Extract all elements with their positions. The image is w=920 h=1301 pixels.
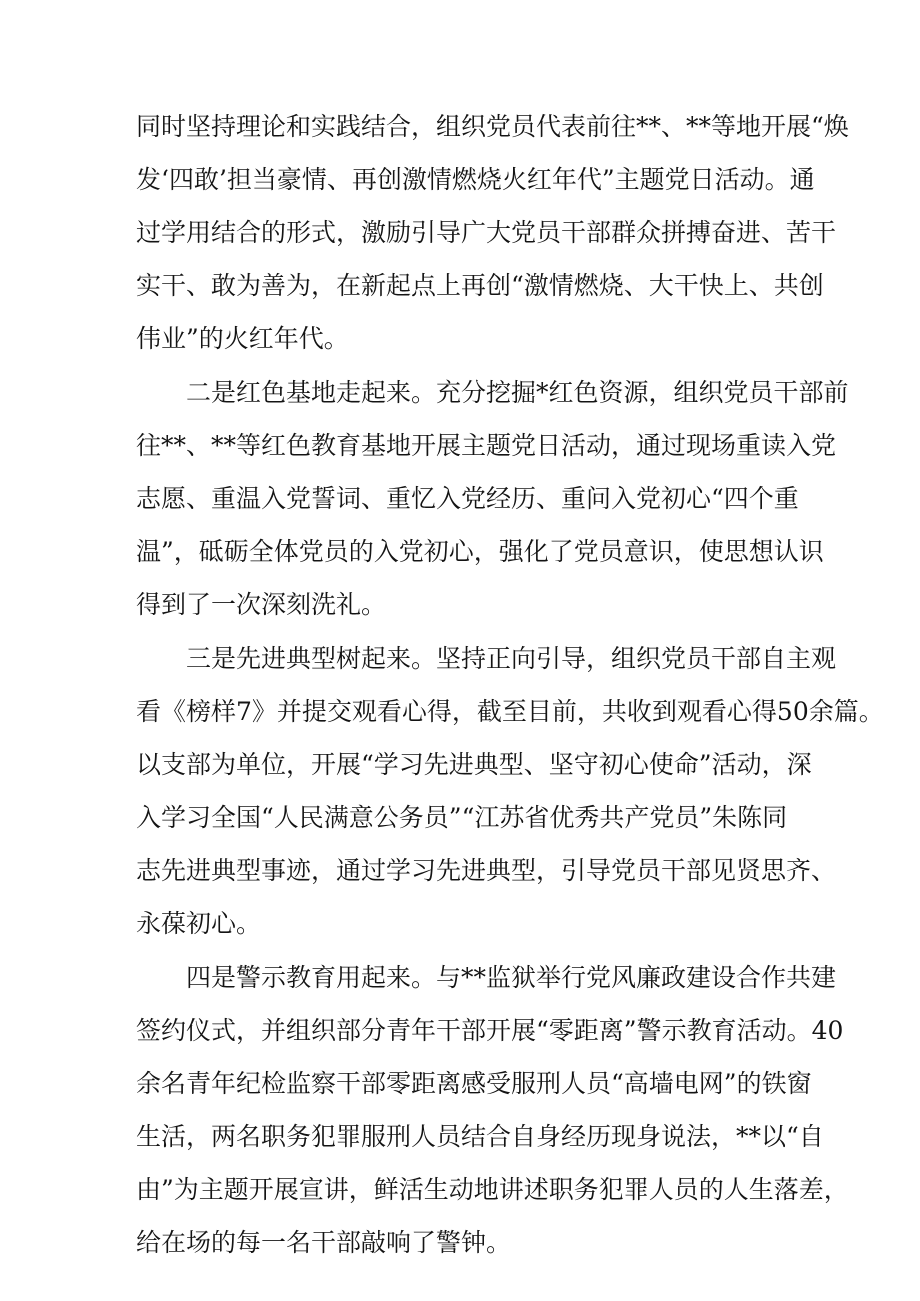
paragraph-line: 实干、敢为善为，在新起点上再创“激情燃烧、大干快上、共创 xyxy=(136,271,824,300)
paragraph-line: 四是警示教育用起来。与**监狱举行党风廉政建设合作共建 xyxy=(186,963,837,992)
paragraph-line: 往**、**等红色教育基地开展主题党日活动，通过现场重读入党 xyxy=(136,431,837,460)
paragraph-line: 看《榜样7》并提交观看心得，截至目前，共收到观看心得50余篇。 xyxy=(136,697,884,726)
paragraph-line: 以支部为单位，开展“学习先进典型、坚守初心使命”活动，深 xyxy=(136,750,812,779)
paragraph-line: 志先进典型事迹，通过学习先进典型，引导党员干部见贤思齐、 xyxy=(136,856,837,885)
paragraph-line: 由”为主题开展宣讲，鲜活生动地讲述职务犯罪人员的人生落差， xyxy=(136,1175,849,1204)
paragraph-line: 过学用结合的形式，激励引导广大党员干部群众拼搏奋进、苦干 xyxy=(136,218,837,247)
paragraph-line: 签约仪式，并组织部分青年干部开展“零距离”警示教育活动。40 xyxy=(136,1016,844,1045)
paragraph-line: 入学习全国“人民满意公务员”“江苏省优秀共产党员”朱陈同 xyxy=(136,803,788,832)
paragraph-line: 得到了一次深刻洗礼。 xyxy=(136,590,387,619)
paragraph-line: 志愿、重温入党誓词、重忆入党经历、重问入党初心“四个重 xyxy=(136,484,799,513)
paragraph-line: 伟业”的火红年代。 xyxy=(136,324,349,353)
paragraph-line: 给在场的每一名干部敲响了警钟。 xyxy=(136,1228,512,1257)
paragraph-line: 发‘四敢’担当豪情、再创激情燃烧火红年代”主题党日活动。通 xyxy=(136,165,815,194)
paragraph-line: 永葆初心。 xyxy=(136,909,262,938)
paragraph-line: 二是红色基地走起来。充分挖掘*红色资源，组织党员干部前 xyxy=(186,378,849,407)
paragraph-line: 温”，砥砺全体党员的入党初心，强化了党员意识，使思想认识 xyxy=(136,537,824,566)
paragraph-line: 生活，两名职务犯罪服刑人员结合自身经历现身说法，**以“自 xyxy=(136,1122,824,1151)
paragraph-line: 三是先进典型树起来。坚持正向引导，组织党员干部自主观 xyxy=(186,644,837,673)
paragraph-line: 余名青年纪检监察干部零距离感受服刑人员“高墙电网”的铁窗 xyxy=(136,1069,812,1098)
paragraph-line: 同时坚持理论和实践结合，组织党员代表前往**、**等地开展“焕 xyxy=(136,112,849,141)
